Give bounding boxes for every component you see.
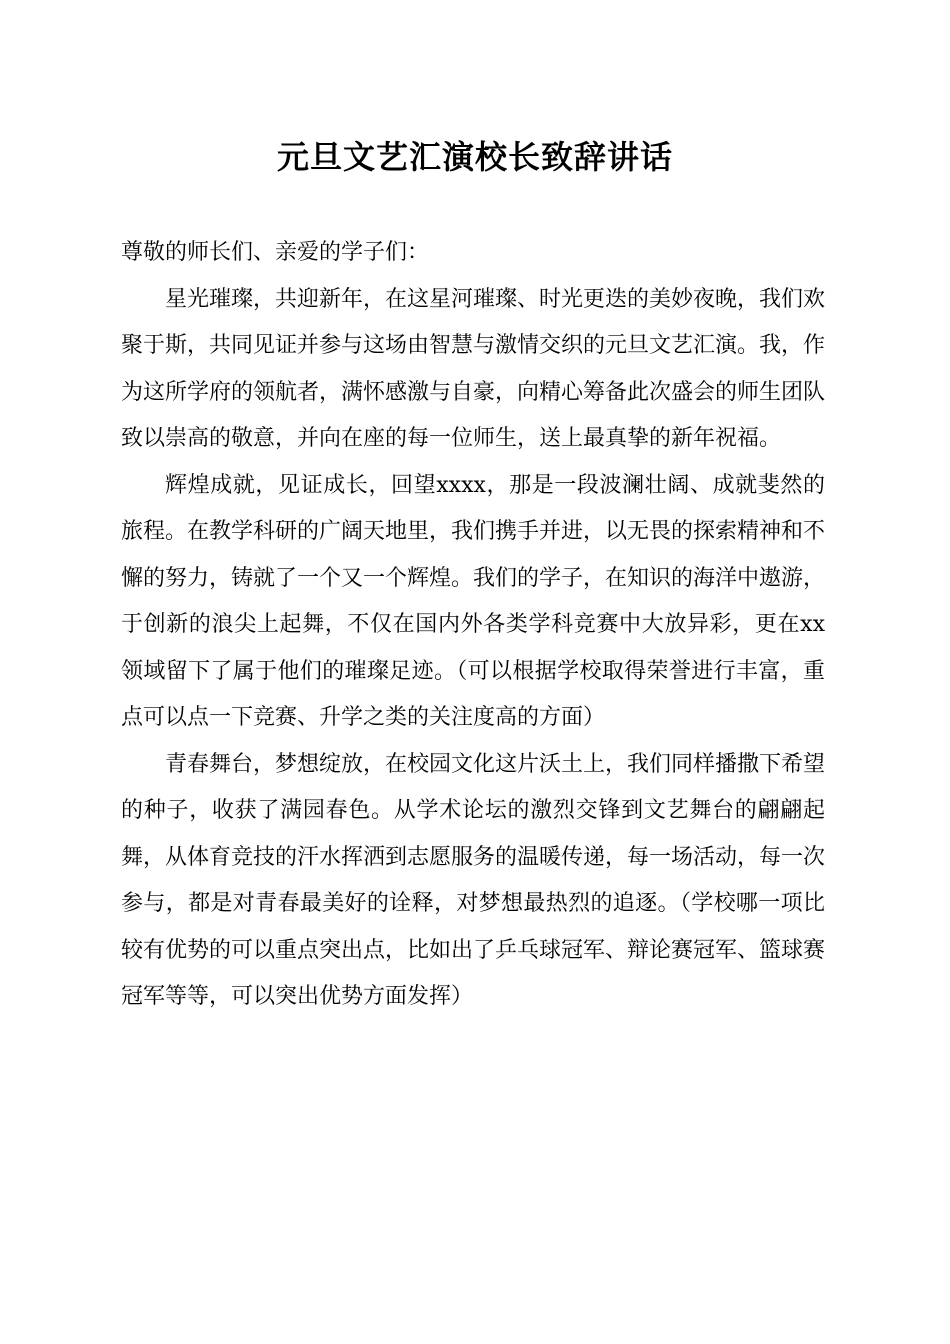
document-title: 元旦文艺汇演校长致辞讲话 [276, 138, 673, 176]
paragraph-2: 辉煌成就，见证成长，回望xxxx，那是一段波澜壮阔、成就斐然的旅程。在教学科研的广阔天地里，我们携手并进，以无畏的探索精神和不懈的努力，铸就了一个又一个辉煌。我们的学子，在知识的海洋中遨游，于创新的浪尖上起舞，不仅在国内外各类学科竞赛中大放异彩，更在xx领域留下了属于他们的璀璨足迹。（可以根据学校取得荣誉进行丰富，重点可以点一下竞赛、升学之类的关注度高的方面） [121, 472, 826, 730]
paragraph-3: 青春舞台，梦想绽放，在校园文化这片沃土上，我们同样播撒下希望的种子，收获了满园春色。从学术论坛的激烈交锋到文艺舞台的翩翩起舞，从体育竞技的汗水挥洒到志愿服务的温暖传递，每一场活动，每一次参与，都是对青春最美好的诠释，对梦想最热烈的追逐。（学校哪一项比较有优势的可以重点突出点，比如出了乒乓球冠军、辩论赛冠军、篮球赛冠军等等，可以突出优势方面发挥） [121, 751, 826, 1009]
document-body [121, 230, 825, 1021]
salutation: 尊敬的师长们、亲爱的学子们： [121, 240, 430, 265]
paragraph-1: 星光璀璨，共迎新年，在这星河璀璨、时光更迭的美妙夜晚，我们欢聚于斯，共同见证并参与这场由智慧与激情交织的元旦文艺汇演。我，作为这所学府的领航者，满怀感激与自豪，向精心筹备此次盛会的师生团队致以崇高的敬意，并向在座的每一位师生，送上最真挚的新年祝福。 [121, 286, 826, 451]
